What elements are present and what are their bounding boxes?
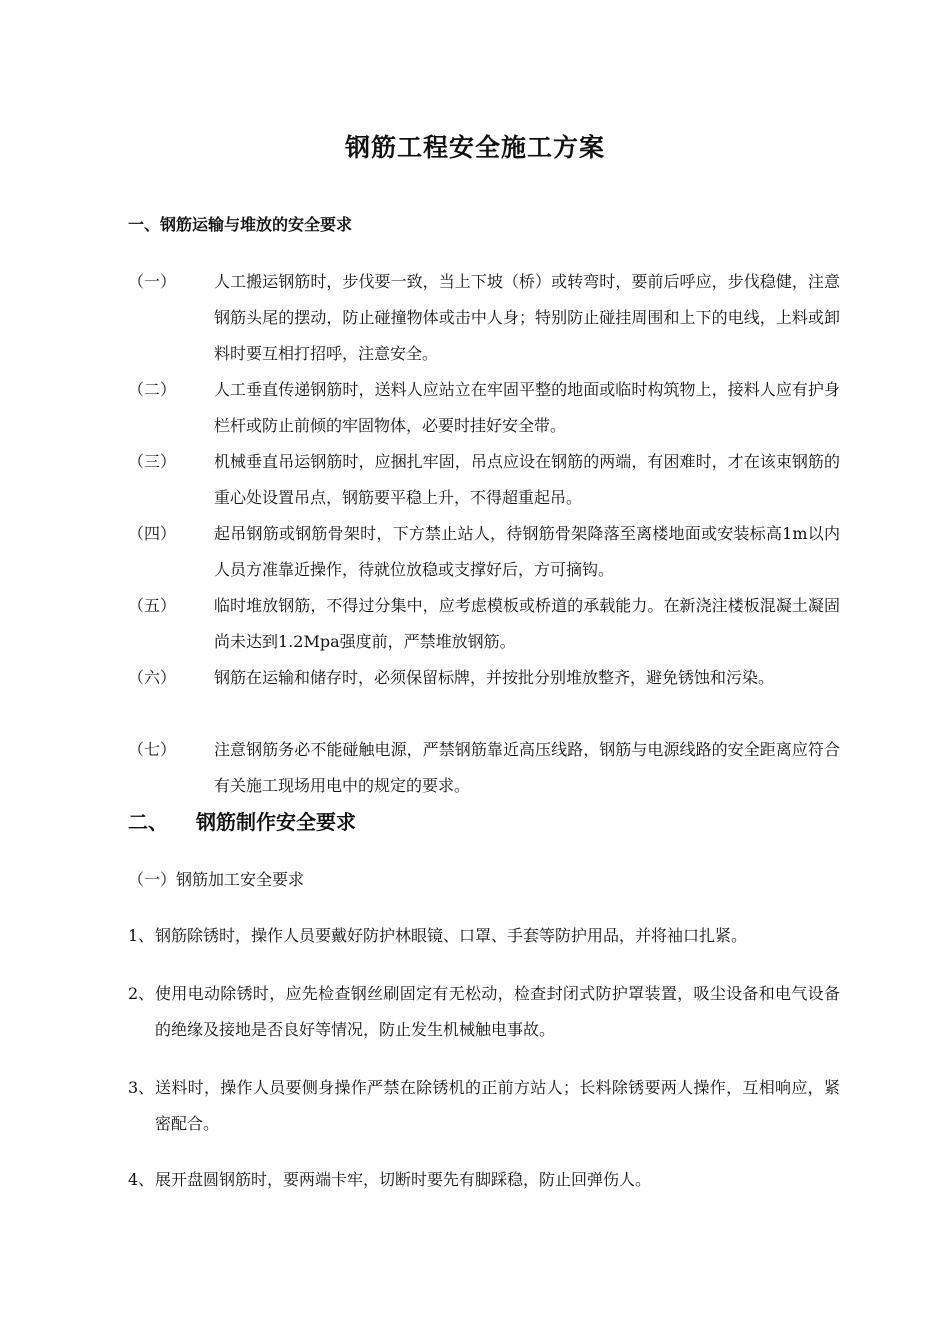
subsection-heading: （一）钢筋加工安全要求	[128, 870, 305, 889]
section2-heading	[128, 806, 356, 835]
item-text: 钢筋在运输和储存时，必须保留标牌，并按批分别堆放整齐，避免锈蚀和污染。	[214, 668, 775, 687]
section2-title: 钢筋制作安全要求	[196, 810, 356, 834]
item-text: 机械垂直吊运钢筋时，应捆扎牢固，吊点应设在钢筋的两端，有困难时，才在该束钢筋的重心处设置吊点，钢筋要平稳上升，不得超重起吊。	[214, 452, 840, 507]
list-item	[128, 444, 840, 516]
numbered-paragraph	[128, 976, 840, 1048]
paragraph-text: 钢筋除锈时，操作人员要戴好防护林眼镜、口罩、手套等防护用品，并将袖口扎紧。	[155, 926, 748, 945]
numbered-paragraph	[128, 1070, 840, 1142]
item-number: （二）	[128, 380, 177, 399]
list-item	[128, 588, 840, 660]
item-text: 人工搬运钢筋时，步伐要一致，当上下坡（桥）或转弯时，要前后呼应，步伐稳健，注意钢筋头尾的摆动，防止碰撞物体或击中人身；特别防止碰挂周围和上下的电线，上料或卸料时要互相打招呼，注意安全。	[214, 272, 840, 363]
item-text: 起吊钢筋或钢筋骨架时，下方禁止站人，待钢筋骨架降落至离楼地面或安装标高1m以内人员方准靠近操作，待就位放稳或支撑好后，方可摘钩。	[214, 524, 840, 579]
paragraph-number: 4、	[128, 1170, 155, 1189]
item-number: （一）	[128, 272, 177, 291]
item-text: 临时堆放钢筋，不得过分集中，应考虑模板或桥道的承载能力。在新浇注楼板混凝土凝固尚未达到1.2Mpa强度前，严禁堆放钢筋。	[214, 596, 840, 651]
paragraph-number: 3、	[128, 1078, 155, 1097]
item-number: （七）	[128, 740, 177, 759]
paragraph-number: 2、	[128, 984, 155, 1003]
list-item	[128, 264, 840, 372]
document-title: 钢筋工程安全施工方案	[344, 133, 605, 162]
section2-number: 二、	[128, 810, 168, 834]
paragraph-number: 1、	[128, 926, 155, 945]
item-number: （五）	[128, 596, 177, 615]
item-text: 注意钢筋务必不能碰触电源，严禁钢筋靠近高压线路，钢筋与电源线路的安全距离应符合有关施工现场用电中的规定的要求。	[214, 740, 840, 795]
numbered-paragraph	[128, 1162, 840, 1198]
paragraph-text: 展开盘圆钢筋时，要两端卡牢，切断时要先有脚踩稳，防止回弹伤人。	[155, 1170, 652, 1189]
list-item	[128, 516, 840, 588]
item-number: （六）	[128, 668, 177, 687]
list-item	[128, 372, 840, 444]
list-item	[128, 732, 840, 804]
item-number: （四）	[128, 524, 177, 543]
item-text: 人工垂直传递钢筋时，送料人应站立在牢固平整的地面或临时构筑物上，接料人应有护身栏杆或防止前倾的牢固物体，必要时挂好安全带。	[214, 380, 840, 435]
numbered-paragraph	[128, 918, 840, 954]
paragraph-text: 送料时，操作人员要侧身操作严禁在除锈机的正前方站人；长料除锈要两人操作，互相响应，紧密配合。	[155, 1078, 840, 1133]
item-number: （三）	[128, 452, 177, 471]
section1-heading: 一、钢筋运输与堆放的安全要求	[128, 215, 353, 234]
paragraph-text: 使用电动除锈时，应先检查钢丝刷固定有无松动，检查封闭式防护罩装置，吸尘设备和电气设备的绝缘及接地是否良好等情况，防止发生机械触电事故。	[155, 984, 840, 1039]
list-item	[128, 660, 840, 696]
